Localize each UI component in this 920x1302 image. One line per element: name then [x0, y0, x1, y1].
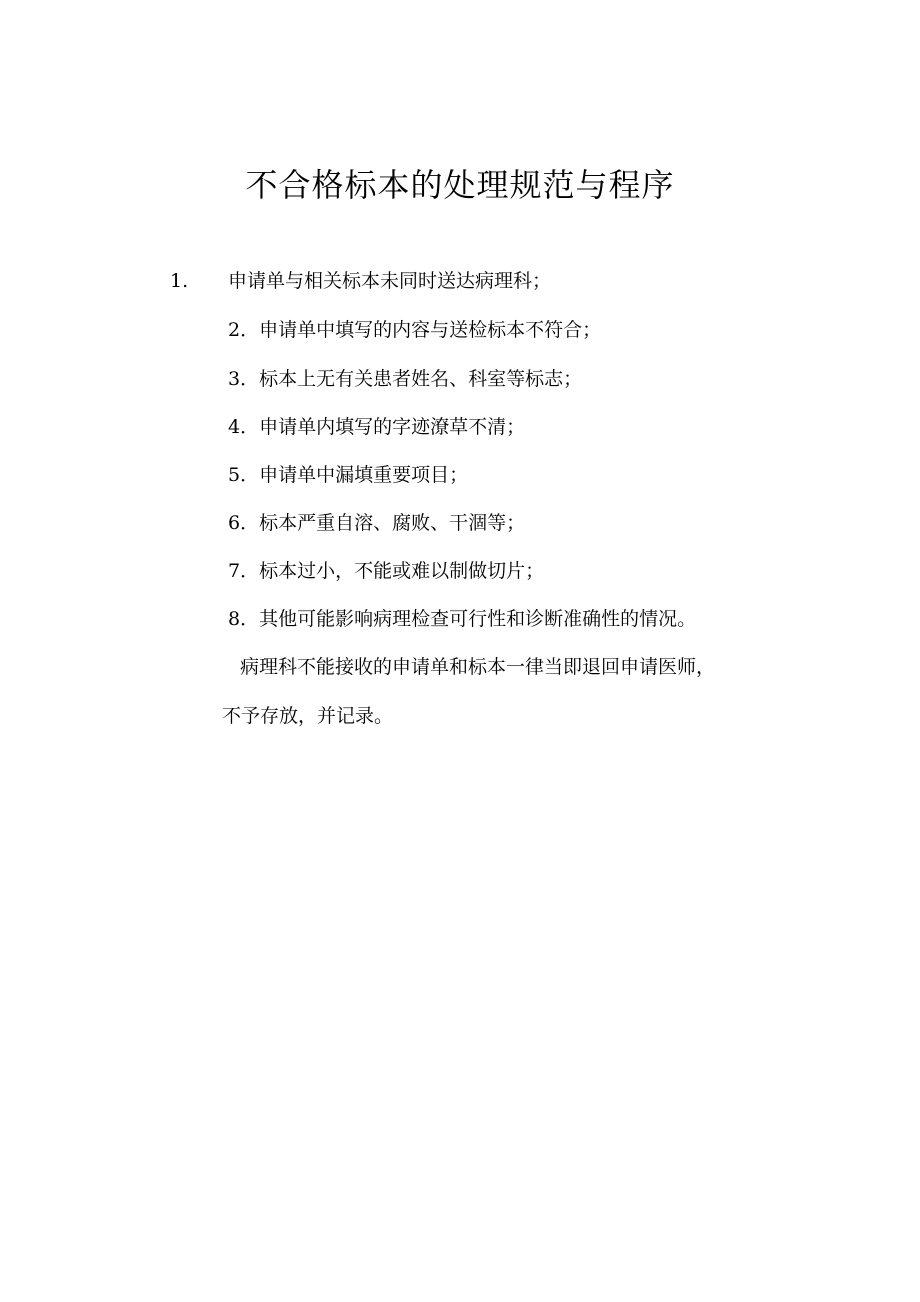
- list-item-text: 申请单中漏填重要项目；: [259, 464, 469, 486]
- list-item-number: 5．: [228, 464, 260, 486]
- list-item-text: 申请单内填写的字迹潦草不清；: [259, 416, 526, 438]
- list-item-text: 标本严重自溶、腐败、干涸等；: [259, 512, 526, 534]
- list-item-2: [228, 316, 601, 344]
- list-item-7: [228, 557, 544, 585]
- list-item-number: 6．: [228, 512, 260, 534]
- list-item-4: [228, 413, 525, 441]
- list-item-number: 3．: [228, 368, 260, 390]
- list-item-text: 申请单中填写的内容与送检标本不符合；: [259, 319, 602, 341]
- list-item-8: [228, 605, 696, 633]
- list-item-number: 1.: [170, 270, 189, 292]
- note-line-1: 病理科不能接收的申请单和标本一律当即退回申请医师，: [240, 656, 716, 678]
- note-line-2: 不予存放，并记录。: [222, 705, 394, 727]
- page-title: 不合格标本的处理规范与程序: [245, 166, 675, 204]
- list-item-number: 7．: [228, 560, 260, 582]
- list-item-number: 4．: [228, 416, 260, 438]
- list-item-number: 8．: [228, 608, 260, 630]
- list-item-text: 标本过小，不能或难以制做切片；: [259, 560, 545, 582]
- list-item-6: [228, 509, 525, 537]
- list-item-5: [228, 461, 468, 489]
- list-item-text: 其他可能影响病理检查可行性和诊断准确性的情况。: [259, 608, 697, 630]
- list-item-text: 标本上无有关患者姓名、科室等标志；: [259, 368, 583, 390]
- list-item-number: 2．: [228, 319, 260, 341]
- list-item-3: [228, 365, 582, 393]
- list-item-text: 申请单与相关标本未同时送达病理科；: [228, 270, 552, 292]
